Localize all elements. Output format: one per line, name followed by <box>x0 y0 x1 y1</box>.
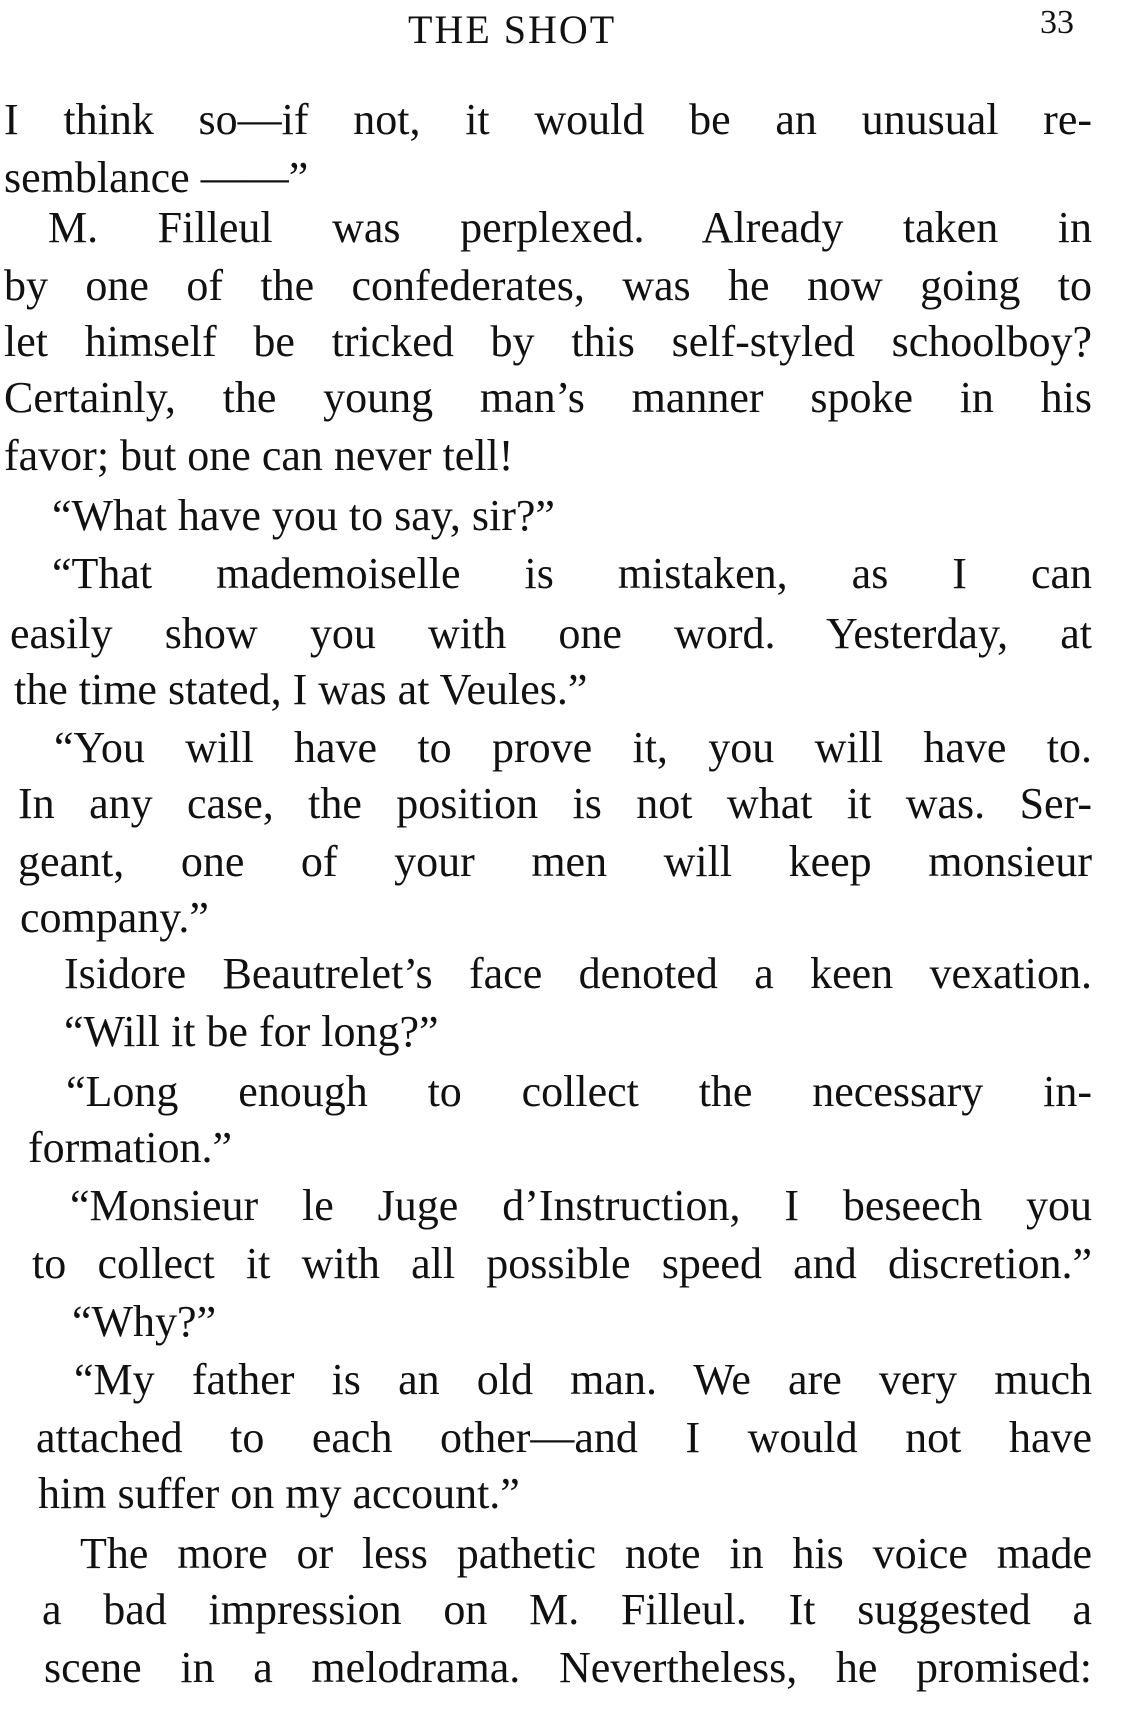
page-number: 33 <box>1040 4 1074 41</box>
running-head <box>0 4 1132 54</box>
text-line: Isidore Beautrelet’s face denoted a keen vexation. <box>64 949 1092 998</box>
text-line: easily show you with one word. Yesterday, at <box>10 609 1092 658</box>
text-line: scene in a melodrama. Nevertheless, he promised: <box>44 1643 1092 1692</box>
text-line: to collect it with all possible speed and discretion.” <box>32 1239 1092 1288</box>
text-line: by one of the confederates, was he now going to <box>4 261 1092 310</box>
text-line: Certainly, the young man’s manner spoke in his <box>4 373 1092 422</box>
text-line: “Long enough to collect the necessary in- <box>66 1067 1092 1116</box>
text-line: him suffer on my account.” <box>38 1469 520 1518</box>
running-title: THE SHOT <box>408 7 617 52</box>
text-line: favor; but one can never tell! <box>4 431 514 480</box>
text-line: “Will it be for long?” <box>64 1007 439 1056</box>
text-line: “What have you to say, sir?” <box>52 491 555 540</box>
text-line: “You will have to prove it, you will have to. <box>54 723 1092 772</box>
text-line: “Monsieur le Juge d’Instruction, I beseech you <box>70 1181 1092 1230</box>
text-line: company.” <box>20 893 209 942</box>
text-line: a bad impression on M. Filleul. It suggested a <box>42 1585 1092 1634</box>
text-line: “My father is an old man. We are very much <box>74 1355 1092 1404</box>
text-line: “Why?” <box>72 1297 217 1346</box>
text-line: let himself be tricked by this self-styled schoolboy? <box>4 317 1092 366</box>
text-line: “That mademoiselle is mistaken, as I can <box>52 549 1092 598</box>
text-line: geant, one of your men will keep monsieur <box>18 837 1092 886</box>
text-line: The more or less pathetic note in his voice made <box>80 1529 1092 1578</box>
text-line: I think so—if not, it would be an unusual re- <box>4 95 1092 144</box>
text-line: formation.” <box>28 1123 233 1172</box>
text-line: M. Filleul was perplexed. Already taken in <box>48 203 1092 252</box>
text-line: the time stated, I was at Veules.” <box>14 665 588 714</box>
text-line: In any case, the position is not what it was. Ser- <box>18 779 1092 828</box>
text-line: semblance ——” <box>4 153 309 202</box>
text-line: attached to each other—and I would not have <box>36 1413 1092 1462</box>
